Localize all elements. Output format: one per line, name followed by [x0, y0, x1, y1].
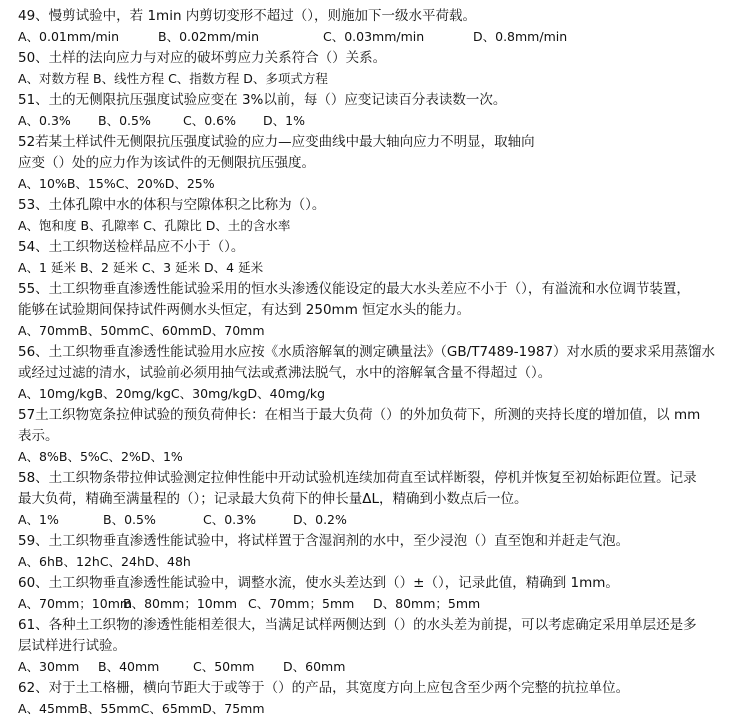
- option: C、0.6%: [183, 113, 236, 128]
- option: D、0.8mm/min: [473, 29, 568, 44]
- options-row: [18, 216, 726, 236]
- options-row: [18, 552, 726, 572]
- question-text: 56、土工织物垂直渗透性能试验用水应按《水质溶解氧的测定碘量法》（GB/T7489-1987）对水质的要求采用蒸馏水: [18, 344, 716, 360]
- option: A、0.01mm/min: [18, 29, 120, 44]
- option: B、0.5%: [103, 512, 156, 527]
- option: D、1%: [263, 113, 305, 128]
- option: A、45mmB、55mmC、65mmD、75mm: [18, 701, 265, 716]
- options-row: [18, 699, 726, 719]
- options-row: [18, 384, 726, 404]
- question-text: 62、对于土工格栅，横向节距大于或等于（）的产品，其宽度方向上应包含至少两个完整的抗拉单位。: [18, 680, 630, 696]
- question-text: 层试样进行试验。: [18, 638, 126, 654]
- option: A、1 延米 B、2 延米 C、3 延米 D、4 延米: [18, 260, 264, 275]
- option: A、70mmB、50mmC、60mmD、70mm: [18, 323, 265, 338]
- question-text: 最大负荷，精确至满量程的（）；记录最大负荷下的伸长量ΔL，精确到小数点后一位。: [18, 491, 528, 507]
- options-row: [18, 258, 726, 278]
- question-text: 61、各种土工织物的渗透性能相差很大，当满足试样两侧达到（）的水头差为前提，可以考虑确定采用单层还是多: [18, 617, 697, 633]
- option: C、50mm: [193, 659, 255, 674]
- question-text: 或经过过滤的清水，试验前必须用抽气法或煮沸法脱气，水中的溶解氧含量不得超过（）。: [18, 365, 552, 381]
- option: D、80mm；5mm: [373, 596, 481, 611]
- option: A、对数方程 B、线性方程 C、指数方程 D、多项式方程: [18, 71, 328, 86]
- question-text: 55、土工织物垂直渗透性能试验采用的恒水头渗透仪能设定的最大水头差应不小于（），有溢流和水位调节装置，: [18, 281, 690, 297]
- question-text: 59、土工织物垂直渗透性能试验中，将试样置于含湿润剂的水中，至少浸泡（）直至饱和并赶走气泡。: [18, 533, 630, 549]
- option: A、饱和度 B、孔隙率 C、孔隙比 D、土的含水率: [18, 218, 291, 233]
- question-text: 应变（）处的应力作为该试件的无侧限抗压强度。: [18, 155, 315, 171]
- option: B、40mm: [98, 659, 160, 674]
- question-text: 51、土的无侧限抗压强度试验应变在 3%以前，每（）应变记读百分表读数一次。: [18, 92, 507, 108]
- option: C、0.3%: [203, 512, 256, 527]
- option: D、0.2%: [293, 512, 347, 527]
- question-text: 49、慢剪试验中，若 1min 内剪切变形不超过（），则施加下一级水平荷载。: [18, 8, 477, 24]
- options-row: [18, 174, 726, 194]
- question-text: 60、土工织物垂直渗透性能试验中，调整水流，使水头差达到（）±（），记录此值，精确到 1mm。: [18, 575, 619, 591]
- question-text: 表示。: [18, 428, 59, 444]
- option: A、30mm: [18, 659, 80, 674]
- question-text: 52若某土样试件无侧限抗压强度试验的应力—应变曲线中最大轴向应力不明显，取轴向: [18, 134, 535, 150]
- options-row: [18, 69, 726, 89]
- option: C、70mm；5mm: [248, 596, 355, 611]
- option: A、0.3%: [18, 113, 71, 128]
- option: A、8%B、5%C、2%D、1%: [18, 449, 183, 464]
- option: D、60mm: [283, 659, 346, 674]
- question-text: 58、土工织物条带拉伸试验测定拉伸性能中开动试验机连续加荷直至试样断裂，停机并恢复至初始标距位置。记录: [18, 470, 697, 486]
- option: A、70mm；10mm: [18, 596, 133, 611]
- option: C、0.03mm/min: [323, 29, 425, 44]
- question-text: 57土工织物宽条拉伸试验的预负荷伸长：在相当于最大负荷（）的外加负荷下，所测的夹持长度的增加值，以 mm: [18, 407, 701, 423]
- question-text: 53、土体孔隙中水的体积与空隙体积之比称为（）。: [18, 197, 326, 213]
- option: A、6hB、12hC、24hD、48h: [18, 554, 191, 569]
- option: B、0.02mm/min: [158, 29, 260, 44]
- option: A、10mg/kgB、20mg/kgC、30mg/kgD、40mg/kg: [18, 386, 326, 401]
- question-text: 50、土样的法向应力与对应的破坏剪应力关系符合（）关系。: [18, 50, 387, 66]
- option: B、0.5%: [98, 113, 151, 128]
- options-row: [18, 321, 726, 341]
- option: B、80mm；10mm: [123, 596, 238, 611]
- option: A、10%B、15%C、20%D、25%: [18, 176, 215, 191]
- option: A、1%: [18, 512, 59, 527]
- question-text: 54、土工织物送检样品应不小于（）。: [18, 239, 245, 255]
- options-row: [18, 447, 726, 467]
- question-text: 能够在试验期间保持试件两侧水头恒定，有达到 250mm 恒定水头的能力。: [18, 302, 471, 318]
